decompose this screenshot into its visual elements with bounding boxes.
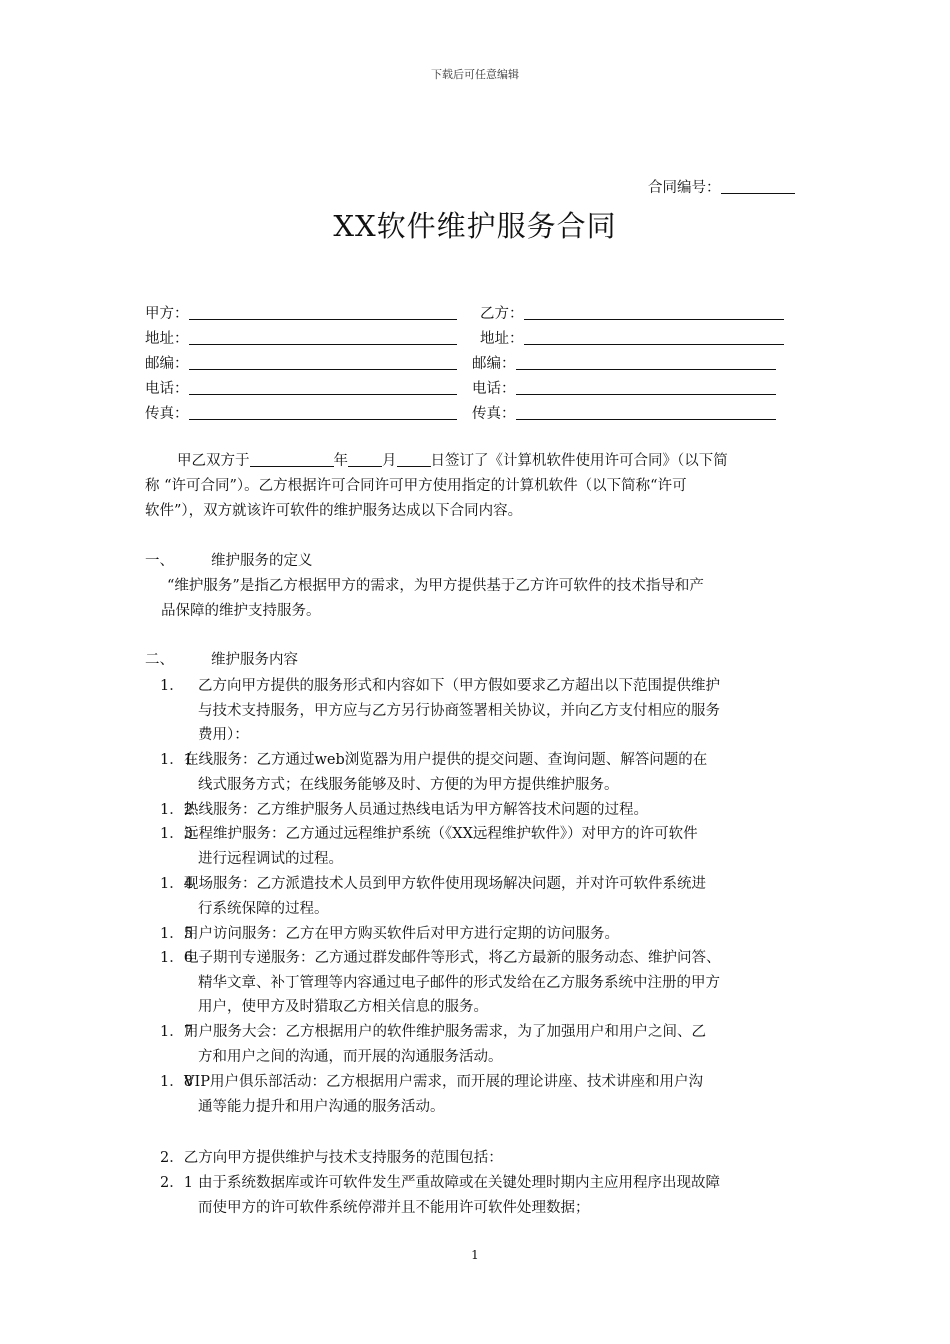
contract-number-blank[interactable] xyxy=(721,178,795,194)
service-item-number: 1．2 xyxy=(160,802,193,818)
party-b-fax-blank[interactable] xyxy=(516,404,776,420)
section-1-number: 一、 xyxy=(145,553,174,569)
intro-day-blank[interactable] xyxy=(397,451,431,467)
section-1-line-2: 品保障的维护支持服务。 xyxy=(161,603,321,619)
party-b-fax-row xyxy=(472,402,776,423)
party-b-phone-row xyxy=(472,377,776,398)
party-a-fax-blank[interactable] xyxy=(189,404,457,420)
intro-line-2: 称 “许可合同”）。乙方根据许可合同许可甲方使用指定的计算机软件（以下简称“许可 xyxy=(145,478,687,494)
service-item-line: 现场服务：乙方派遣技术人员到甲方软件使用现场解决问题，并对许可软件系统进 xyxy=(184,876,706,892)
party-b-name-label: 乙方： xyxy=(480,306,524,322)
scope-item-line-1: 由于系统数据库或许可软件发生严重故障或在关键处理时期内主应用程序出现故障 xyxy=(198,1175,720,1191)
party-a-postcode-blank[interactable] xyxy=(189,354,457,370)
section-2-number: 二、 xyxy=(145,652,174,668)
service-item-line: 用户访问服务：乙方在甲方购买软件后对甲方进行定期的访问服务。 xyxy=(184,926,619,942)
intro-line-1 xyxy=(145,449,810,474)
party-a-name-label: 甲方： xyxy=(145,306,189,322)
scope-item-line-2: 而使甲方的许可软件系统停滞并且不能用许可软件处理数据； xyxy=(198,1199,590,1216)
party-b-phone-blank[interactable] xyxy=(516,379,776,395)
party-b-address-blank[interactable] xyxy=(524,329,784,345)
service-item xyxy=(160,674,825,748)
service-item-number: 1．7 xyxy=(160,1024,193,1040)
party-b-phone-label: 电话： xyxy=(472,381,516,397)
contract-number xyxy=(648,176,795,197)
intro-month-label: 月 xyxy=(382,453,397,469)
service-item xyxy=(160,798,825,823)
party-b-address-row xyxy=(480,327,784,348)
service-item-line: 用户服务大会：乙方根据用户的软件维护服务需求，为了加强用户和用户之间、乙 xyxy=(184,1024,706,1040)
service-item-number: 1．8 xyxy=(160,1074,193,1090)
scope-heading xyxy=(160,1146,830,1171)
party-a-address-blank[interactable] xyxy=(189,329,457,345)
service-item-line: 精华文章、补丁管理等内容通过电子邮件的形式发给在乙方服务系统中注册的甲方 xyxy=(198,974,720,991)
contract-number-label: 合同编号： xyxy=(648,180,721,196)
service-item-line: 与技术支持服务，甲方应与乙方另行协商签署相关协议，并向乙方支付相应的服务 xyxy=(198,702,720,719)
service-item-line: 费用）： xyxy=(198,727,249,743)
party-b-postcode-label: 邮编： xyxy=(472,356,516,372)
party-a-name-row xyxy=(145,302,457,323)
service-item-line: 用户，使甲方及时猎取乙方相关信息的服务。 xyxy=(198,999,488,1015)
service-item-number: 1．1 xyxy=(160,752,193,768)
service-item-line: 进行远程调试的过程。 xyxy=(198,850,343,867)
party-a-name-blank[interactable] xyxy=(189,304,457,320)
service-item xyxy=(160,922,825,947)
document-title: XX软件维护服务合同 xyxy=(333,209,617,243)
intro-year-blank[interactable] xyxy=(250,451,334,467)
service-item-line: 热线服务：乙方维护服务人员通过热线电话为甲方解答技术问题的过程。 xyxy=(184,802,648,818)
service-item xyxy=(160,822,825,871)
service-item-number: 1．5 xyxy=(160,926,193,942)
intro-line-3: 软件”），双方就该许可软件的维护服务达成以下合同内容。 xyxy=(145,503,523,519)
party-a-address-row xyxy=(145,327,457,348)
service-item-line: 远程维护服务：乙方通过远程维护系统（《XX远程维护软件》）对甲方的许可软件 xyxy=(184,826,698,842)
party-b-postcode-row xyxy=(472,352,776,373)
service-item xyxy=(160,748,825,797)
header-note: 下载后可任意编辑 xyxy=(431,68,519,81)
party-a-phone-row xyxy=(145,377,457,398)
service-item xyxy=(160,946,825,1020)
party-b-address-label: 地址： xyxy=(480,331,524,347)
scope-item-number: 2．1 xyxy=(160,1175,193,1191)
section-1-heading xyxy=(145,549,815,574)
party-a-address-label: 地址： xyxy=(145,331,189,347)
scope-heading-text: 2．乙方向甲方提供维护与技术支持服务的范围包括： xyxy=(160,1150,503,1166)
service-item xyxy=(160,1070,825,1119)
service-item xyxy=(160,1020,825,1069)
service-item-line: 方和用户之间的沟通，而开展的沟通服务活动。 xyxy=(198,1048,503,1065)
party-a-phone-blank[interactable] xyxy=(189,379,457,395)
service-item-number: 1．6 xyxy=(160,950,193,966)
party-b-postcode-blank[interactable] xyxy=(516,354,776,370)
service-item-line: 电子期刊专递服务：乙方通过群发邮件等形式，将乙方最新的服务动态、维护问答、 xyxy=(184,950,721,966)
service-item-line: 通等能力提升和用户沟通的服务活动。 xyxy=(198,1098,445,1115)
service-item-number: 1． xyxy=(160,678,184,694)
party-b-name-blank[interactable] xyxy=(524,304,784,320)
service-item-line: 乙方向甲方提供的服务形式和内容如下（甲方假如要求乙方超出以下范围提供维护 xyxy=(198,678,720,694)
section-2-heading xyxy=(145,648,815,673)
party-a-fax-row xyxy=(145,402,457,423)
intro-signed-prefix: 甲乙双方于 xyxy=(177,453,250,469)
service-item-number: 1．3 xyxy=(160,826,193,842)
intro-year-label: 年 xyxy=(333,453,348,469)
service-item-number: 1．4 xyxy=(160,876,193,892)
intro-paragraph xyxy=(145,449,810,524)
section-1-line-1: “维护服务”是指乙方根据甲方的需求，为甲方提供基于乙方许可软件的技术指导和产 xyxy=(167,578,704,594)
intro-month-blank[interactable] xyxy=(348,451,382,467)
service-item xyxy=(160,872,825,921)
section-1 xyxy=(145,549,815,624)
intro-day-text: 日签订了《计算机软件使用许可合同》（以下简 xyxy=(430,453,728,469)
party-a-postcode-label: 邮编： xyxy=(145,356,189,372)
page-number: 1 xyxy=(471,1248,479,1262)
section-1-title: 维护服务的定义 xyxy=(211,553,313,569)
section-2-title: 维护服务内容 xyxy=(211,652,298,668)
party-b-name-row xyxy=(480,302,784,323)
service-item-line: VIP用户俱乐部活动：乙方根据用户需求，而开展的理论讲座、技术讲座和用户沟 xyxy=(184,1074,703,1090)
service-item-line: 在线服务：乙方通过web浏览器为用户提供的提交问题、查询问题、解答问题的在 xyxy=(184,752,708,768)
scope-item-2-1 xyxy=(160,1171,820,1220)
party-b-fax-label: 传真： xyxy=(472,406,516,422)
service-item-line: 行系统保障的过程。 xyxy=(198,900,329,917)
party-a-postcode-row xyxy=(145,352,457,373)
service-item-line: 线式服务方式；在线服务能够及时、方便的为甲方提供维护服务。 xyxy=(198,776,619,793)
party-a-fax-label: 传真： xyxy=(145,406,189,422)
party-a-phone-label: 电话： xyxy=(145,381,189,397)
